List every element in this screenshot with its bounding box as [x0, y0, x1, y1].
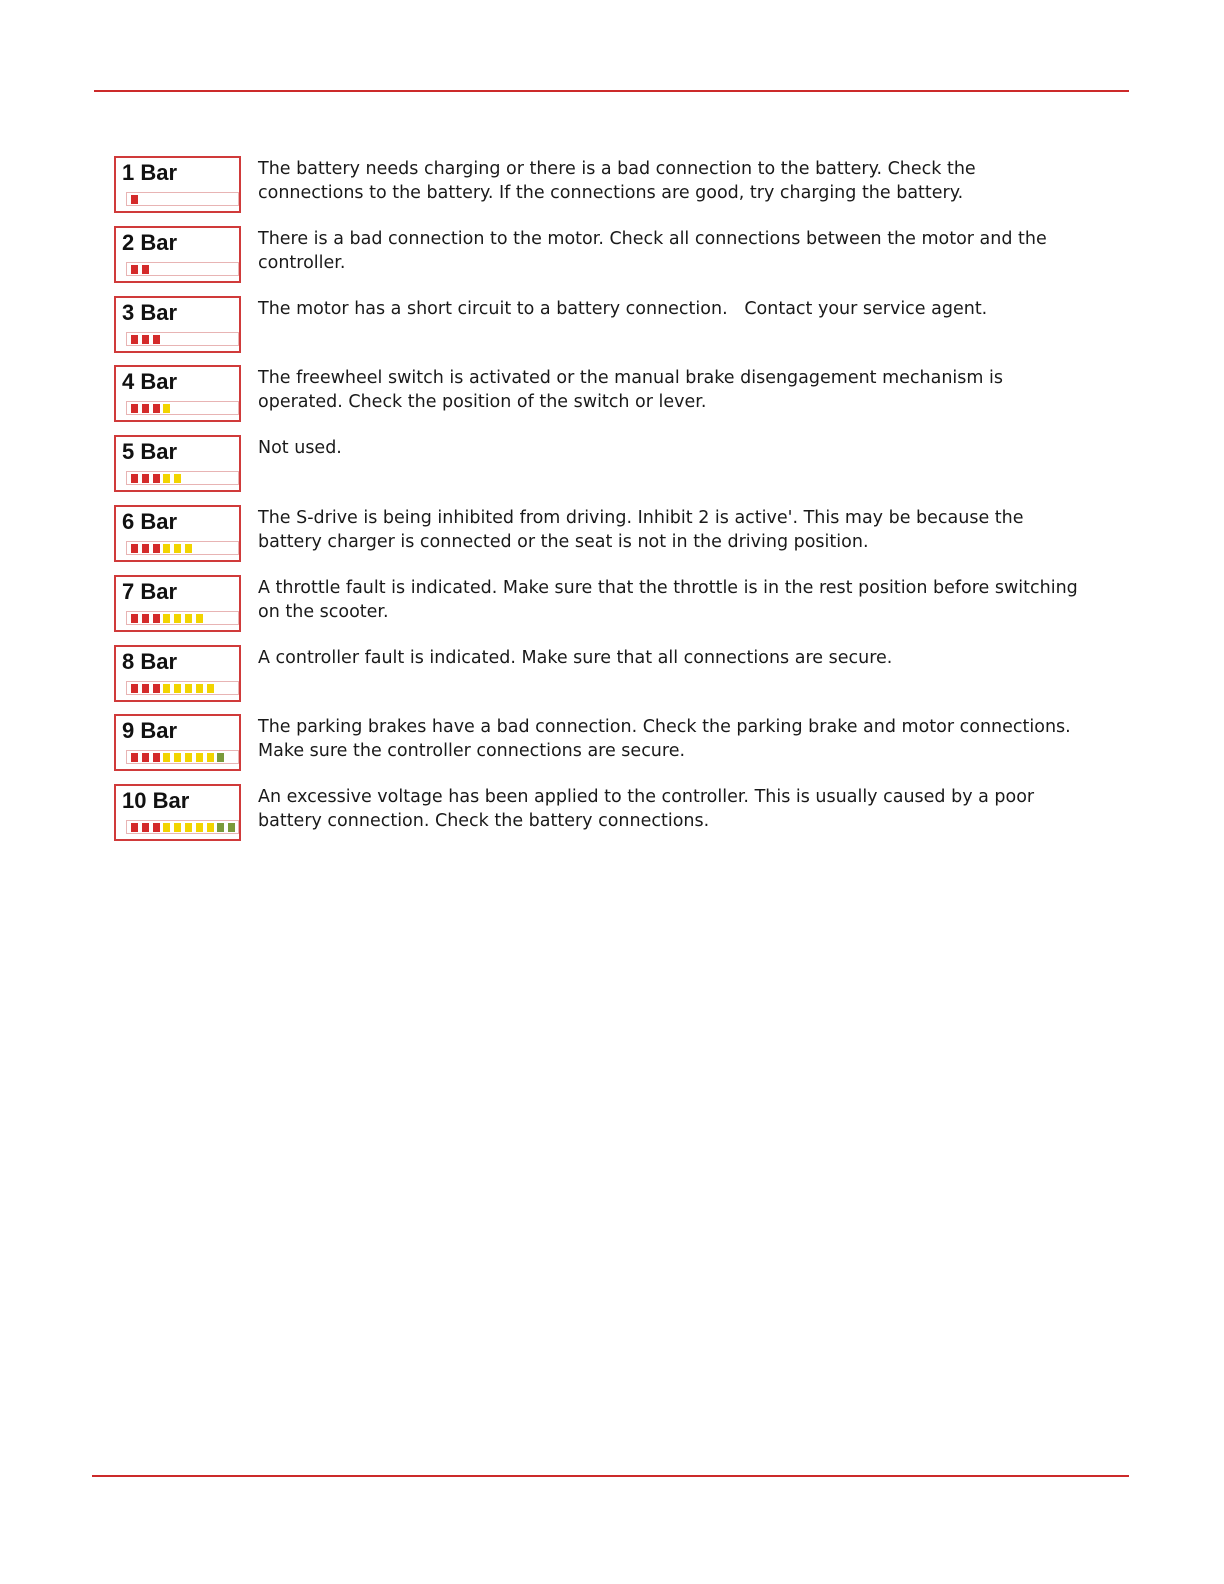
gauge-segment: [174, 753, 181, 762]
fault-code-row: [114, 435, 1094, 495]
fault-description: Not used.: [258, 438, 342, 458]
gauge-segment: [217, 753, 224, 762]
gauge-segment: [142, 614, 149, 623]
gauge-segment: [131, 265, 138, 274]
bar-code-label: 6 Bar: [122, 509, 178, 534]
gauge-segment: [153, 474, 160, 483]
battery-gauge-icon: [126, 471, 239, 485]
bar-code-badge: [114, 575, 241, 632]
bar-code-label: 5 Bar: [122, 439, 178, 464]
bar-code-label: 8 Bar: [122, 649, 178, 674]
battery-gauge-icon: [126, 750, 239, 764]
gauge-segment: [153, 404, 160, 413]
fault-code-row: [114, 505, 1094, 565]
fault-description: An excessive voltage has been applied to the controller. This is usually caused by a poor battery connection. Check the battery connections.: [258, 787, 1040, 831]
gauge-segment: [174, 614, 181, 623]
bar-code-label: 4 Bar: [122, 369, 178, 394]
battery-gauge-icon: [126, 192, 239, 206]
footer-rule: [92, 1475, 1129, 1477]
gauge-segment: [131, 335, 138, 344]
battery-gauge-icon: [126, 262, 239, 276]
gauge-segment: [174, 474, 181, 483]
bar-code-badge: [114, 505, 241, 562]
fault-description: The freewheel switch is activated or the manual brake disengagement mechanism is operated. Check the position of the switch or lever.: [258, 368, 1009, 412]
gauge-segment: [142, 544, 149, 553]
gauge-segment: [153, 614, 160, 623]
gauge-segment: [153, 684, 160, 693]
fault-description: The parking brakes have a bad connection. Check the parking brake and motor connections. Make sure the controller connections are secure.: [258, 717, 1077, 761]
gauge-segment: [196, 684, 203, 693]
battery-gauge-icon: [126, 611, 239, 625]
gauge-segment: [228, 823, 235, 832]
bar-code-label: 1 Bar: [122, 160, 178, 185]
gauge-segment: [131, 684, 138, 693]
gauge-segment: [207, 823, 214, 832]
fault-code-row: [114, 784, 1094, 844]
bar-code-badge: [114, 784, 241, 841]
gauge-segment: [131, 195, 138, 204]
gauge-segment: [185, 753, 192, 762]
bar-code-label: 7 Bar: [122, 579, 178, 604]
gauge-segment: [185, 614, 192, 623]
gauge-segment: [163, 404, 170, 413]
gauge-segment: [196, 753, 203, 762]
gauge-segment: [142, 335, 149, 344]
header-rule: [94, 90, 1129, 92]
gauge-segment: [174, 684, 181, 693]
gauge-segment: [163, 684, 170, 693]
gauge-segment: [174, 544, 181, 553]
gauge-segment: [131, 614, 138, 623]
bar-code-label: 9 Bar: [122, 718, 178, 743]
battery-gauge-icon: [126, 332, 239, 346]
gauge-segment: [196, 614, 203, 623]
bar-code-badge: [114, 435, 241, 492]
gauge-segment: [207, 684, 214, 693]
gauge-segment: [185, 544, 192, 553]
fault-code-row: [114, 365, 1094, 425]
gauge-segment: [131, 404, 138, 413]
gauge-segment: [207, 753, 214, 762]
gauge-segment: [142, 753, 149, 762]
gauge-segment: [131, 823, 138, 832]
battery-gauge-icon: [126, 681, 239, 695]
gauge-segment: [131, 474, 138, 483]
fault-code-row: [114, 645, 1094, 705]
fault-description: There is a bad connection to the motor. Check all connections between the motor and the controller.: [258, 229, 1053, 273]
gauge-segment: [153, 753, 160, 762]
fault-description: The battery needs charging or there is a bad connection to the battery. Check the connections to the battery. If the connections are good, try charging the battery.: [258, 159, 982, 203]
gauge-segment: [142, 684, 149, 693]
fault-description: The motor has a short circuit to a battery connection. Contact your service agent.: [258, 299, 988, 319]
bar-code-badge: [114, 365, 241, 422]
gauge-segment: [142, 404, 149, 413]
gauge-segment: [142, 474, 149, 483]
fault-description: The S-drive is being inhibited from driving. Inhibit 2 is active'. This may be because the battery charger is connected or the seat is not in the driving position.: [258, 508, 1030, 552]
gauge-segment: [153, 335, 160, 344]
fault-description: A controller fault is indicated. Make sure that all connections are secure.: [258, 648, 893, 668]
gauge-segment: [185, 823, 192, 832]
gauge-segment: [185, 684, 192, 693]
gauge-segment: [131, 753, 138, 762]
battery-gauge-icon: [126, 401, 239, 415]
battery-gauge-icon: [126, 820, 239, 834]
fault-code-row: [114, 156, 1094, 216]
bar-code-label: 2 Bar: [122, 230, 178, 255]
gauge-segment: [153, 823, 160, 832]
gauge-segment: [153, 544, 160, 553]
gauge-segment: [163, 544, 170, 553]
bar-code-badge: [114, 226, 241, 283]
fault-code-row: [114, 226, 1094, 286]
fault-code-row: [114, 714, 1094, 774]
gauge-segment: [217, 823, 224, 832]
bar-code-badge: [114, 296, 241, 353]
bar-code-badge: [114, 714, 241, 771]
gauge-segment: [163, 614, 170, 623]
fault-description: A throttle fault is indicated. Make sure that the throttle is in the rest position before switching on the scooter.: [258, 578, 1084, 622]
fault-code-row: [114, 296, 1094, 356]
gauge-segment: [142, 823, 149, 832]
fault-code-row: [114, 575, 1094, 635]
gauge-segment: [163, 474, 170, 483]
gauge-segment: [196, 823, 203, 832]
bar-code-badge: [114, 645, 241, 702]
gauge-segment: [163, 823, 170, 832]
gauge-segment: [163, 753, 170, 762]
gauge-segment: [142, 265, 149, 274]
gauge-segment: [131, 544, 138, 553]
battery-gauge-icon: [126, 541, 239, 555]
bar-code-label: 10 Bar: [122, 788, 190, 813]
bar-code-label: 3 Bar: [122, 300, 178, 325]
gauge-segment: [174, 823, 181, 832]
bar-code-badge: [114, 156, 241, 213]
